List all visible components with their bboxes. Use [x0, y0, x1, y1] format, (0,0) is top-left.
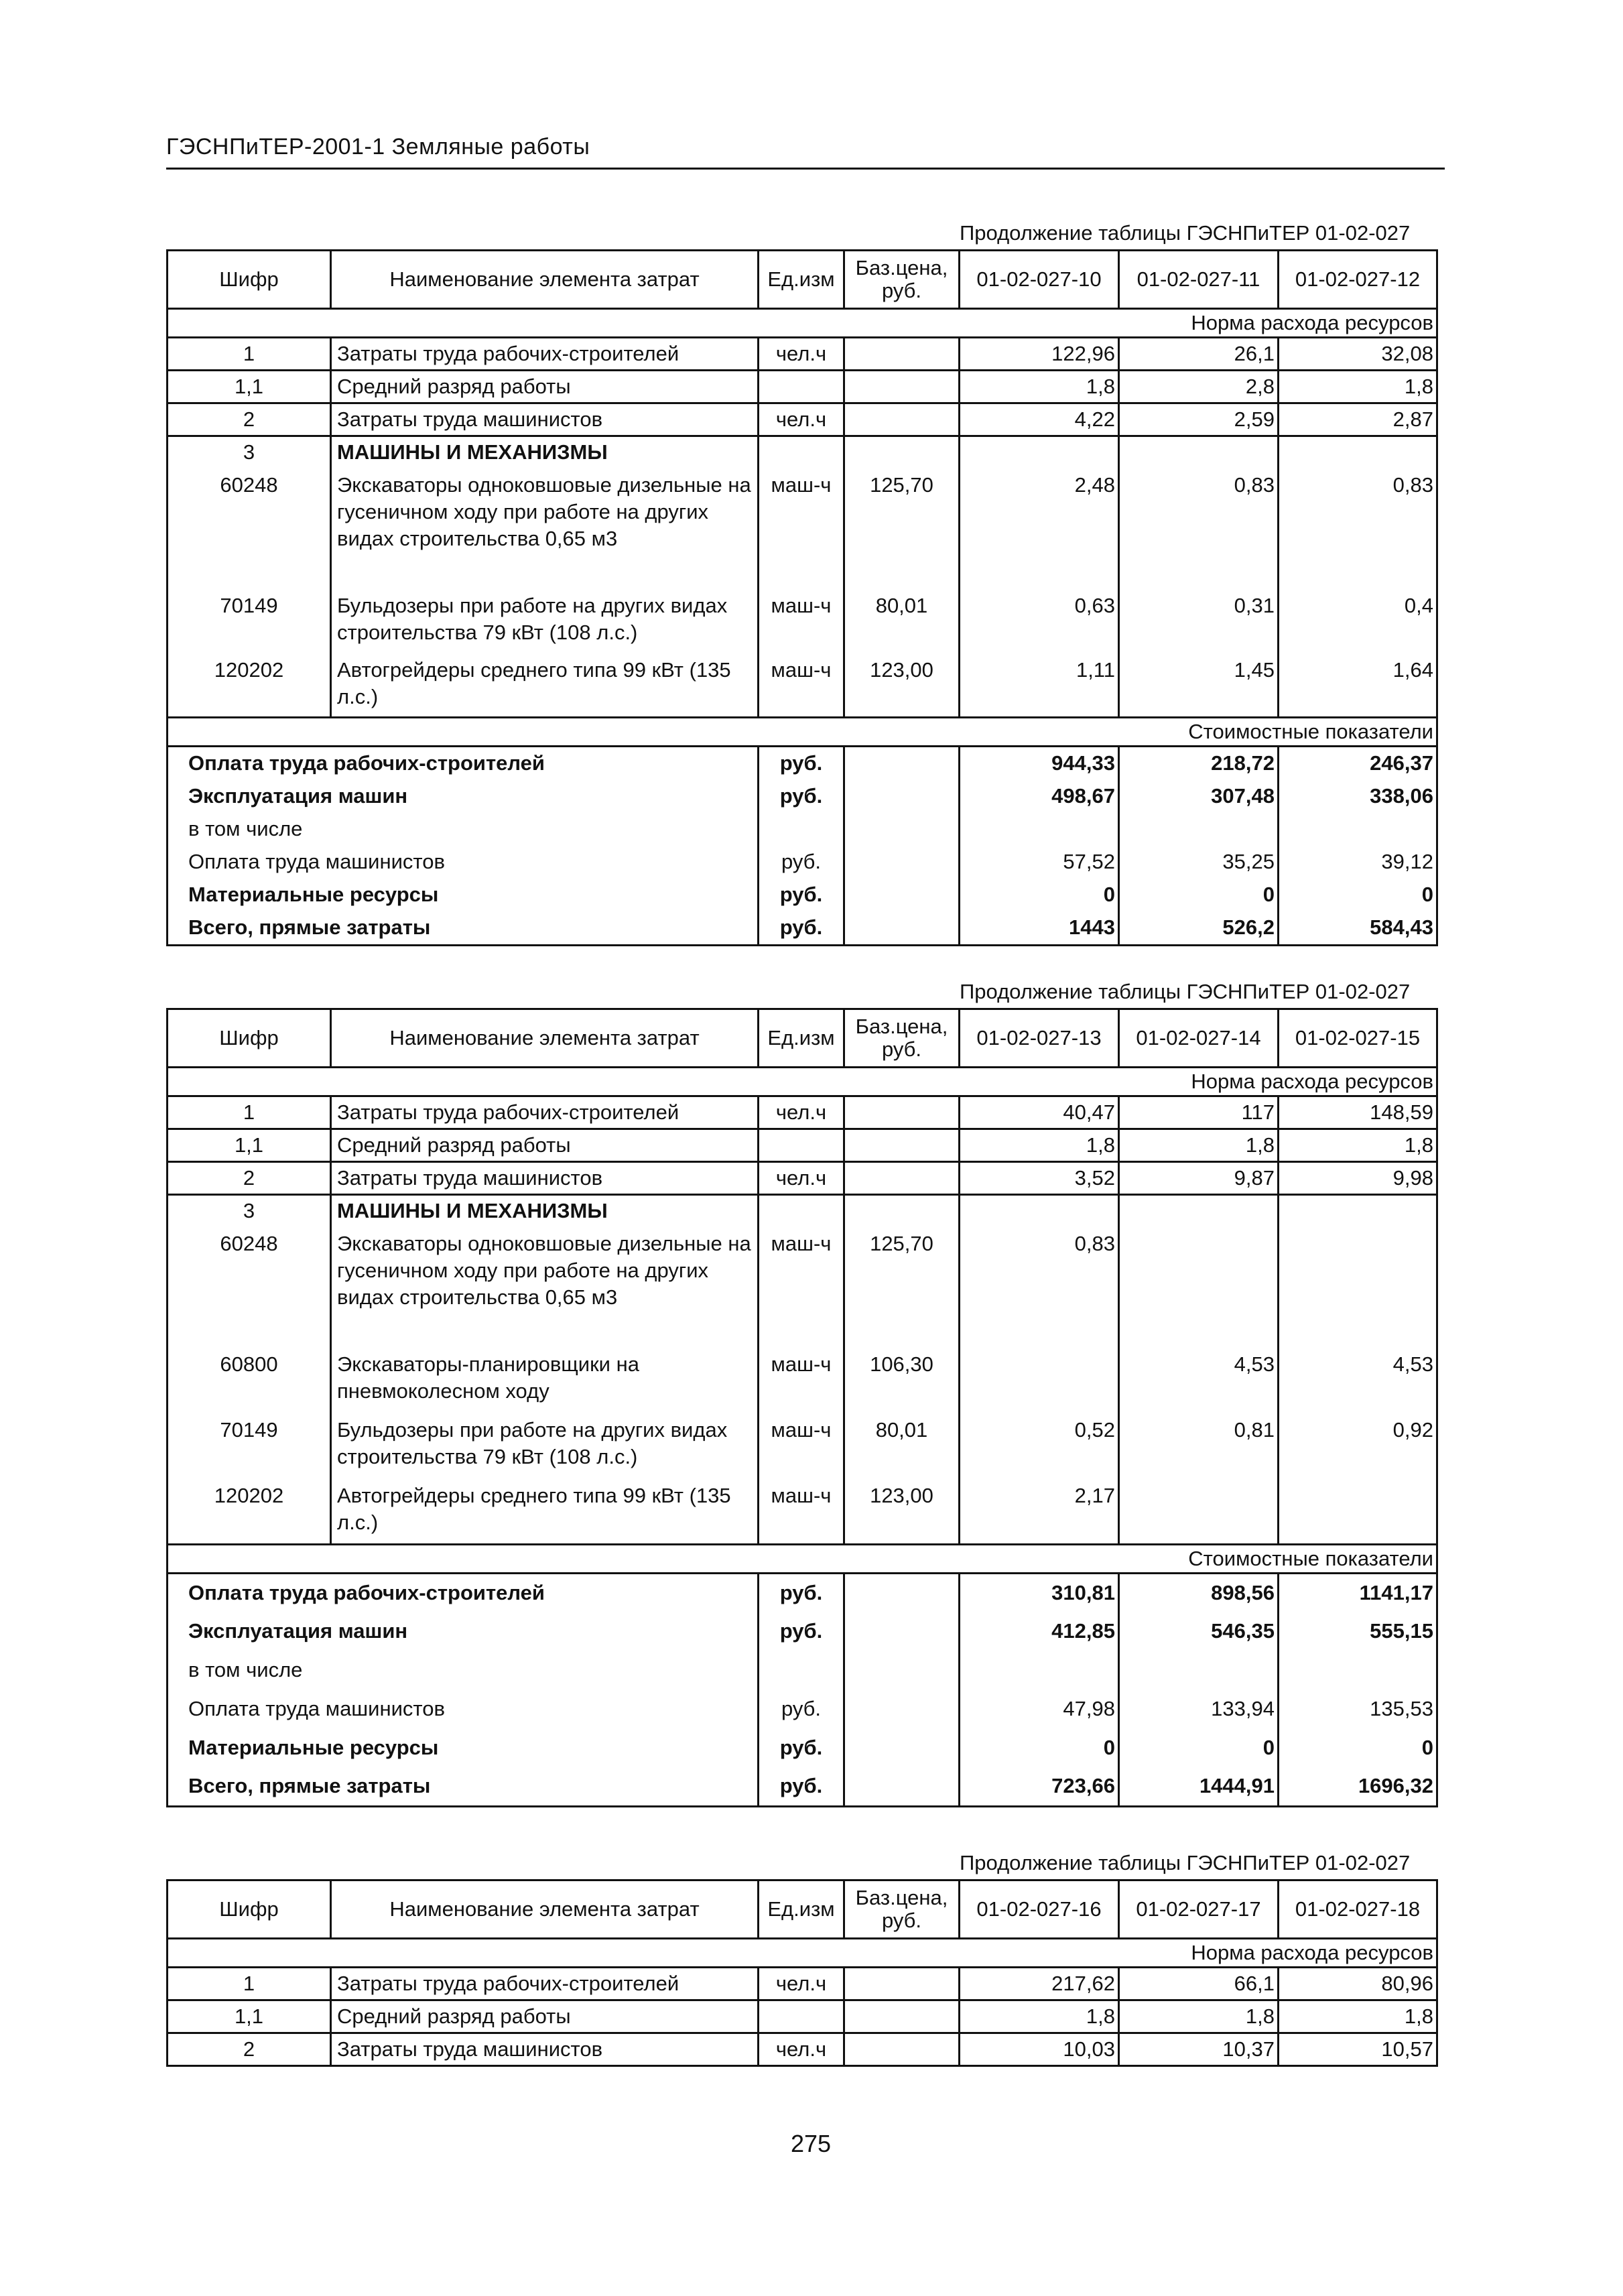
table-header-row	[168, 1880, 1437, 1939]
row-price: 125,70	[844, 1226, 960, 1347]
row-value-2: 26,1	[1119, 338, 1279, 371]
row-price	[844, 403, 960, 436]
summary-unit: руб.	[759, 780, 844, 813]
summary-value-3: 135,53	[1370, 1697, 1433, 1720]
row-code: 70149	[168, 1413, 331, 1478]
summary-name: Оплата труда машинистов	[168, 846, 759, 879]
table-row	[168, 1162, 1437, 1195]
row-unit: маш-ч	[759, 1347, 844, 1413]
summary-row	[168, 1612, 1437, 1651]
row-price	[844, 2033, 960, 2066]
row-price: 106,30	[844, 1347, 960, 1413]
row-unit: маш-ч	[759, 1226, 844, 1347]
row-price	[844, 1195, 960, 1227]
summary-value-2	[1119, 813, 1279, 846]
row-name: Экскаваторы одноковшовые дизельные на гусеничном ходу при работе на других видах строительства 0,65 м3	[331, 1226, 759, 1347]
row-unit	[759, 436, 844, 468]
row-value-1: 4,22	[960, 403, 1119, 436]
row-value-2	[1119, 1478, 1279, 1544]
row-value-3: 2,87	[1279, 403, 1437, 436]
table-header-row	[168, 1009, 1437, 1068]
row-price	[844, 1096, 960, 1129]
row-value-3: 1,8	[1279, 1129, 1437, 1162]
row-value-3: 0,92	[1392, 1418, 1433, 1442]
summary-row	[168, 879, 1437, 911]
column-header-unit: Ед.изм	[759, 1009, 844, 1068]
summary-unit: руб.	[759, 1573, 844, 1612]
summary-value-1: 498,67	[960, 780, 1119, 813]
row-value-2	[1119, 436, 1279, 468]
row-value-3: 9,98	[1279, 1162, 1437, 1195]
row-value-2: 0,31	[1119, 588, 1279, 653]
section-title: МАШИНЫ И МЕХАНИЗМЫ	[331, 436, 759, 468]
summary-value-1: 412,85	[960, 1612, 1119, 1651]
summary-name: Материальные ресурсы	[168, 879, 759, 911]
column-header-code: Шифр	[168, 1009, 331, 1068]
summary-name: Оплата труда машинистов	[168, 1689, 759, 1728]
resource-table-2	[166, 1008, 1438, 1807]
summary-value-1	[960, 813, 1119, 846]
column-header-name: Наименование элемента затрат	[331, 1880, 759, 1939]
row-value-2: 117	[1119, 1096, 1279, 1129]
row-value-2: 0,81	[1119, 1413, 1279, 1478]
summary-name: Всего, прямые затраты	[168, 1767, 759, 1806]
resource-table-1	[166, 249, 1438, 946]
summary-value-3: 0	[1421, 883, 1433, 906]
summary-unit	[759, 813, 844, 846]
row-name: Затраты труда рабочих-строителей	[331, 1096, 759, 1129]
row-value-3: 148,59	[1279, 1096, 1437, 1129]
column-header-code-2: 01-02-027-17	[1119, 1880, 1279, 1939]
table-row	[168, 338, 1437, 371]
page-number: 275	[791, 2130, 832, 2157]
row-price	[844, 371, 960, 403]
row-price	[844, 1129, 960, 1162]
norm-label: Норма расхода ресурсов	[168, 1068, 1437, 1096]
row-price: 125,70	[844, 468, 960, 588]
column-header-unit: Ед.изм	[759, 1880, 844, 1939]
row-code: 1,1	[168, 2000, 331, 2033]
summary-row	[168, 1573, 1437, 1612]
row-value-1: 1,8	[960, 371, 1119, 403]
summary-value-2	[1119, 1651, 1279, 1689]
row-value-1	[960, 1347, 1119, 1413]
row-name: Затраты труда машинистов	[331, 403, 759, 436]
row-name: Экскаваторы-планировщики на пневмоколесном ходу	[331, 1347, 759, 1413]
row-name: Бульдозеры при работе на других видах строительства 79 кВт (108 л.с.)	[331, 588, 759, 653]
row-name: Автогрейдеры среднего типа 99 кВт (135 л.с.)	[331, 1478, 759, 1544]
row-unit: маш-ч	[759, 1413, 844, 1478]
section-row	[168, 1195, 1437, 1227]
column-header-price: Баз.цена, руб.	[844, 1880, 960, 1939]
summary-name: Эксплуатация машин	[168, 1612, 759, 1651]
summary-unit	[759, 1651, 844, 1689]
column-header-code-2: 01-02-027-14	[1119, 1009, 1279, 1068]
column-header-price: Баз.цена, руб.	[844, 1009, 960, 1068]
row-value-2: 9,87	[1119, 1162, 1279, 1195]
summary-name: в том числе	[168, 813, 759, 846]
cost-label: Стоимостные показатели	[168, 717, 1437, 746]
norm-label: Норма расхода ресурсов	[168, 1939, 1437, 1968]
summary-value-2: 546,35	[1119, 1612, 1279, 1651]
row-unit	[759, 371, 844, 403]
row-name: Затраты труда машинистов	[331, 2033, 759, 2066]
row-name: Средний разряд работы	[331, 1129, 759, 1162]
summary-value-3	[1279, 813, 1437, 846]
summary-value-2: 133,94	[1119, 1689, 1279, 1728]
summary-value-1: 57,52	[960, 846, 1119, 879]
row-value-3: 80,96	[1279, 1968, 1437, 2000]
summary-value-3: 1141,17	[1359, 1580, 1433, 1604]
table-caption: Продолжение таблицы ГЭСНПиТЕР 01-02-027	[960, 221, 1411, 245]
table-row	[168, 588, 1437, 653]
row-value-1: 3,52	[960, 1162, 1119, 1195]
row-code: 60800	[168, 1347, 331, 1413]
summary-unit: руб.	[759, 1689, 844, 1728]
summary-unit: руб.	[759, 879, 844, 911]
table-row	[168, 1347, 1437, 1413]
summary-value-2: 0	[1119, 879, 1279, 911]
table-header-row	[168, 251, 1437, 309]
row-value-3: 1,8	[1279, 371, 1437, 403]
row-unit: чел.ч	[759, 2033, 844, 2066]
row-value-1: 0,83	[960, 1226, 1119, 1347]
summary-value-1: 0	[960, 879, 1119, 911]
table-row	[168, 1413, 1437, 1478]
table-row	[168, 1226, 1437, 1347]
summary-value-1: 1443	[960, 911, 1119, 946]
table-row	[168, 1129, 1437, 1162]
summary-unit: руб.	[759, 911, 844, 946]
norm-label: Норма расхода ресурсов	[168, 309, 1437, 338]
row-value-2	[1119, 1226, 1279, 1347]
row-value-2: 2,59	[1119, 403, 1279, 436]
row-unit	[759, 1129, 844, 1162]
table-row	[168, 653, 1437, 717]
row-price: 123,00	[844, 653, 960, 717]
row-code: 1,1	[168, 371, 331, 403]
row-value-1: 0,63	[960, 588, 1119, 653]
row-code: 120202	[168, 1478, 331, 1544]
row-code: 3	[168, 1195, 331, 1227]
row-value-1: 217,62	[960, 1968, 1119, 2000]
row-value-1: 122,96	[960, 338, 1119, 371]
row-value-2: 1,8	[1119, 2000, 1279, 2033]
page-header: ГЭСНПиТЕР-2001-1 Земляные работы	[166, 134, 590, 160]
summary-name: Оплата труда рабочих-строителей	[168, 1573, 759, 1612]
row-code: 2	[168, 1162, 331, 1195]
summary-value-1: 944,33	[960, 746, 1119, 780]
table-row	[168, 403, 1437, 436]
row-value-1: 1,8	[960, 2000, 1119, 2033]
row-value-3	[1279, 1195, 1437, 1227]
summary-name: Эксплуатация машин	[168, 780, 759, 813]
summary-row	[168, 846, 1437, 879]
summary-value-3: 39,12	[1381, 850, 1433, 873]
table-row	[168, 2000, 1437, 2033]
table-caption: Продолжение таблицы ГЭСНПиТЕР 01-02-027	[960, 980, 1411, 1003]
summary-row	[168, 780, 1437, 813]
row-value-1: 40,47	[960, 1096, 1119, 1129]
column-header-code: Шифр	[168, 1880, 331, 1939]
row-name: Автогрейдеры среднего типа 99 кВт (135 л.с.)	[331, 653, 759, 717]
table-row	[168, 1968, 1437, 2000]
column-header-code-1: 01-02-027-10	[960, 251, 1119, 309]
row-unit	[759, 2000, 844, 2033]
summary-name: в том числе	[168, 1651, 759, 1689]
summary-value-1: 310,81	[960, 1573, 1119, 1612]
summary-row	[168, 1767, 1437, 1806]
summary-name: Оплата труда рабочих-строителей	[168, 746, 759, 780]
summary-value-3: 1696,32	[1358, 1774, 1433, 1798]
row-value-3: 4,53	[1392, 1352, 1433, 1376]
row-price	[844, 2000, 960, 2033]
row-price	[844, 1162, 960, 1195]
row-value-3	[1279, 1226, 1437, 1347]
summary-row	[168, 1728, 1437, 1767]
summary-name: Всего, прямые затраты	[168, 911, 759, 946]
summary-row	[168, 1689, 1437, 1728]
row-code: 3	[168, 436, 331, 468]
row-value-3: 32,08	[1279, 338, 1437, 371]
table-row	[168, 468, 1437, 588]
row-value-2: 0,83	[1119, 468, 1279, 588]
column-header-unit: Ед.изм	[759, 251, 844, 309]
row-name: Экскаваторы одноковшовые дизельные на гусеничном ходу при работе на других видах строительства 0,65 м3	[331, 468, 759, 588]
row-code: 1	[168, 1968, 331, 2000]
row-value-3	[1279, 436, 1437, 468]
row-value-2: 66,1	[1119, 1968, 1279, 2000]
row-name: Средний разряд работы	[331, 371, 759, 403]
summary-row	[168, 813, 1437, 846]
column-header-code-3: 01-02-027-18	[1279, 1880, 1437, 1939]
table-row	[168, 371, 1437, 403]
row-unit: чел.ч	[759, 1162, 844, 1195]
summary-name: Материальные ресурсы	[168, 1728, 759, 1767]
row-unit: чел.ч	[759, 338, 844, 371]
resource-table-3	[166, 1879, 1438, 2067]
summary-value-3: 0	[1421, 1736, 1433, 1759]
row-code: 1	[168, 1096, 331, 1129]
row-value-1: 1,8	[960, 1129, 1119, 1162]
row-code: 60248	[168, 468, 331, 588]
row-value-1	[960, 436, 1119, 468]
row-code: 1,1	[168, 1129, 331, 1162]
row-name: Средний разряд работы	[331, 2000, 759, 2033]
row-value-2	[1119, 1195, 1279, 1227]
row-unit: маш-ч	[759, 468, 844, 588]
summary-unit: руб.	[759, 1767, 844, 1806]
row-code: 2	[168, 403, 331, 436]
summary-value-3: 246,37	[1370, 751, 1433, 775]
summary-value-1: 723,66	[960, 1767, 1119, 1806]
summary-row	[168, 1651, 1437, 1689]
row-unit: чел.ч	[759, 1096, 844, 1129]
summary-unit: руб.	[759, 846, 844, 879]
summary-value-3	[1279, 1651, 1437, 1689]
summary-row	[168, 746, 1437, 780]
row-value-1: 10,03	[960, 2033, 1119, 2066]
header-divider	[166, 168, 1445, 170]
table-row	[168, 1096, 1437, 1129]
table-row	[168, 2033, 1437, 2066]
summary-value-2: 0	[1119, 1728, 1279, 1767]
column-header-code: Шифр	[168, 251, 331, 309]
row-value-3: 0,83	[1392, 473, 1433, 497]
row-unit: чел.ч	[759, 403, 844, 436]
column-header-code-1: 01-02-027-13	[960, 1009, 1119, 1068]
row-name: Затраты труда машинистов	[331, 1162, 759, 1195]
column-header-price: Баз.цена, руб.	[844, 251, 960, 309]
row-value-3: 10,57	[1381, 2037, 1433, 2061]
summary-value-3: 338,06	[1370, 784, 1433, 808]
row-value-2: 4,53	[1119, 1347, 1279, 1413]
row-unit: чел.ч	[759, 1968, 844, 2000]
row-value-3	[1279, 1478, 1437, 1544]
row-code: 1	[168, 338, 331, 371]
summary-value-3: 555,15	[1370, 1619, 1433, 1643]
row-price: 80,01	[844, 1413, 960, 1478]
row-price: 80,01	[844, 588, 960, 653]
section-title: МАШИНЫ И МЕХАНИЗМЫ	[331, 1195, 759, 1227]
column-header-name: Наименование элемента затрат	[331, 1009, 759, 1068]
row-value-1: 0,52	[960, 1413, 1119, 1478]
summary-unit: руб.	[759, 1612, 844, 1651]
table-row	[168, 1478, 1437, 1544]
summary-value-1	[960, 1651, 1119, 1689]
row-value-1: 1,11	[960, 653, 1119, 717]
row-code: 60248	[168, 1226, 331, 1347]
row-code: 70149	[168, 588, 331, 653]
row-price	[844, 436, 960, 468]
row-price: 123,00	[844, 1478, 960, 1544]
summary-value-2: 526,2	[1119, 911, 1279, 946]
row-value-3: 1,8	[1279, 2000, 1437, 2033]
row-unit: маш-ч	[759, 653, 844, 717]
summary-unit: руб.	[759, 746, 844, 780]
section-row	[168, 436, 1437, 468]
column-header-code-3: 01-02-027-12	[1279, 251, 1437, 309]
row-value-2: 10,37	[1119, 2033, 1279, 2066]
summary-value-2: 898,56	[1119, 1573, 1279, 1612]
row-price	[844, 338, 960, 371]
row-value-1: 2,48	[960, 468, 1119, 588]
summary-row	[168, 911, 1437, 946]
cost-label: Стоимостные показатели	[168, 1544, 1437, 1573]
row-unit: маш-ч	[759, 588, 844, 653]
summary-value-3: 584,43	[1370, 915, 1433, 939]
summary-value-2: 35,25	[1119, 846, 1279, 879]
column-header-code-2: 01-02-027-11	[1119, 251, 1279, 309]
column-header-code-3: 01-02-027-15	[1279, 1009, 1437, 1068]
row-value-2: 1,45	[1119, 653, 1279, 717]
row-name: Бульдозеры при работе на других видах строительства 79 кВт (108 л.с.)	[331, 1413, 759, 1478]
summary-value-2: 307,48	[1119, 780, 1279, 813]
table-caption: Продолжение таблицы ГЭСНПиТЕР 01-02-027	[960, 1851, 1411, 1874]
summary-unit: руб.	[759, 1728, 844, 1767]
row-value-3: 1,64	[1392, 658, 1433, 682]
row-price	[844, 1968, 960, 2000]
summary-value-2: 218,72	[1119, 746, 1279, 780]
column-header-code-1: 01-02-027-16	[960, 1880, 1119, 1939]
row-name: Затраты труда рабочих-строителей	[331, 338, 759, 371]
row-value-1	[960, 1195, 1119, 1227]
row-code: 120202	[168, 653, 331, 717]
summary-value-2: 1444,91	[1119, 1767, 1279, 1806]
row-unit: маш-ч	[759, 1478, 844, 1544]
summary-value-1: 47,98	[960, 1689, 1119, 1728]
row-value-1: 2,17	[960, 1478, 1119, 1544]
row-value-3: 0,4	[1404, 594, 1433, 617]
row-code: 2	[168, 2033, 331, 2066]
row-value-2: 1,8	[1119, 1129, 1279, 1162]
row-unit	[759, 1195, 844, 1227]
column-header-name: Наименование элемента затрат	[331, 251, 759, 309]
summary-value-1: 0	[960, 1728, 1119, 1767]
row-value-2: 2,8	[1119, 371, 1279, 403]
row-name: Затраты труда рабочих-строителей	[331, 1968, 759, 2000]
